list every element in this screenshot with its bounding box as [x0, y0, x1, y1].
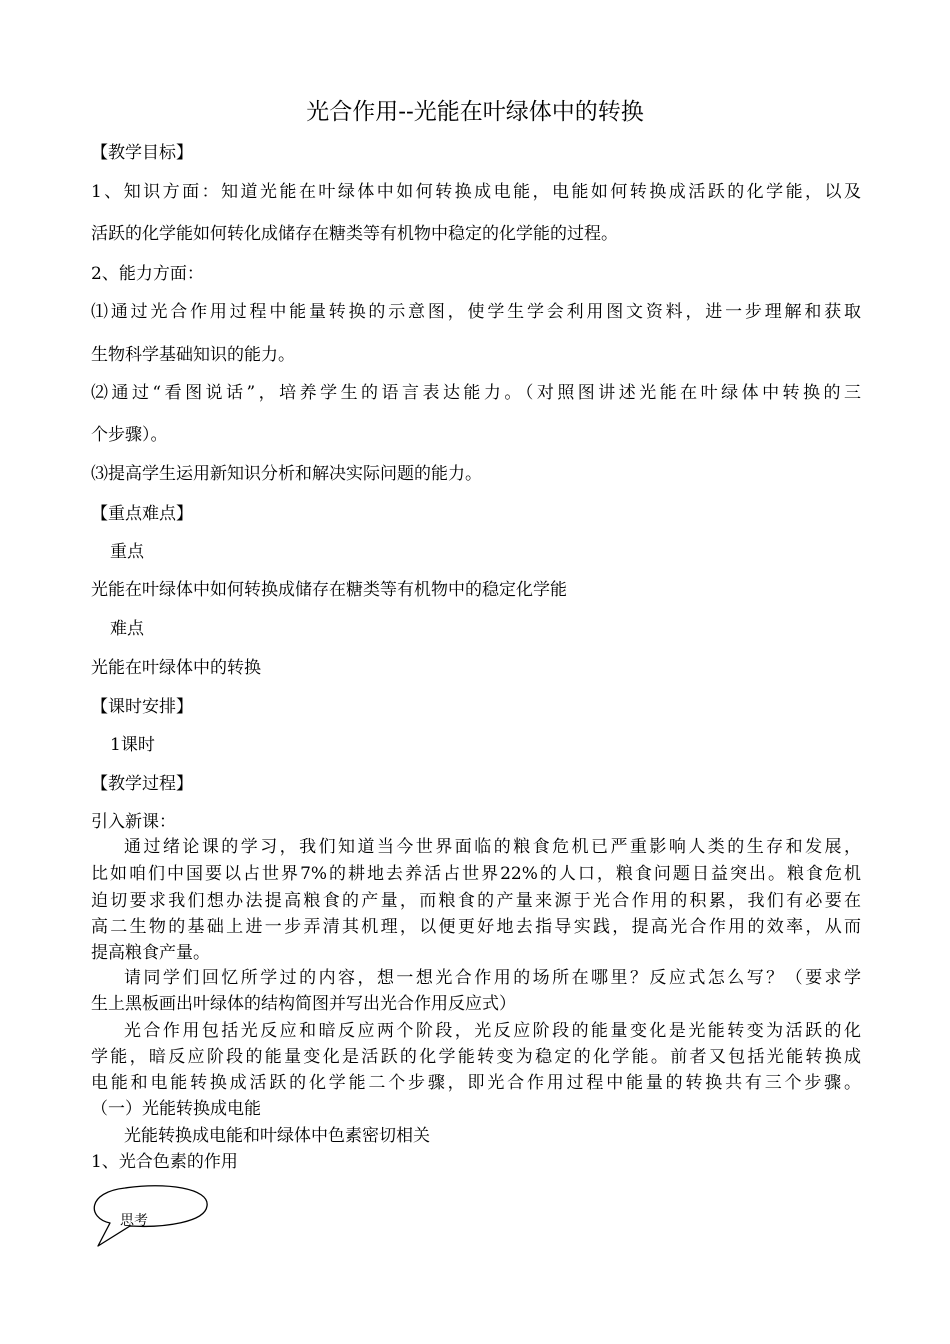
paragraph-1-line-1: 通过绪论课的学习，我们知道当今世界面临的粮食危机已严重影响人类的生存和发展，	[124, 837, 861, 857]
ability-1-line-2: 生物科学基础知识的能力。	[91, 345, 295, 365]
document-title: 光合作用--光能在叶绿体中的转换	[306, 99, 644, 125]
intro-label: 引入新课：	[91, 812, 176, 832]
section-1-heading: （一）光能转换成电能	[91, 1099, 261, 1119]
ability-1-line-1: ⑴通过光合作用过程中能量转换的示意图，使学生学会利用图文资料，进一步理解和获取	[91, 302, 861, 322]
ability-3: ⑶提高学生运用新知识分析和解决实际问题的能力。	[91, 464, 482, 484]
difficulty-label: 难点	[110, 619, 144, 639]
key-point-label: 重点	[110, 542, 144, 562]
key-points-heading: 【重点难点】	[91, 504, 193, 524]
ability-heading: 2、能力方面：	[91, 264, 204, 284]
paragraph-1-line-2: 比如咱们中国要以占世界7%的耕地去养活占世界22%的人口，粮食问题日益突出。粮食危机	[91, 864, 861, 884]
paragraph-2-line-2: 生上黑板画出叶绿体的结构简图并写出光合作用反应式）	[91, 994, 516, 1014]
paragraph-2-line-1: 请同学们回忆所学过的内容，想一想光合作用的场所在哪里？反应式怎么写？（要求学	[124, 968, 861, 988]
ability-2-line-2: 个步骤）。	[91, 425, 168, 445]
paragraph-3-line-1: 光合作用包括光反应和暗反应两个阶段，光反应阶段的能量变化是光能转变为活跃的化	[124, 1021, 861, 1041]
paragraph-3-line-2: 学能，暗反应阶段的能量变化是活跃的化学能转变为稳定的化学能。前者又包括光能转换成	[91, 1047, 861, 1067]
process-heading: 【教学过程】	[91, 774, 193, 794]
paragraph-1-line-4: 高二生物的基础上进一步弄清其机理，以便更好地去指导实践，提高光合作用的效率，从而	[91, 917, 861, 937]
knowledge-line-1: 1、知识方面：知道光能在叶绿体中如何转换成电能，电能如何转换成活跃的化学能，以及	[91, 182, 861, 202]
bubble-label: 思考	[120, 1213, 148, 1229]
paragraph-1-line-5: 提高粮食产量。	[91, 943, 210, 963]
schedule-text: 1课时	[110, 735, 155, 755]
thinking-bubble-icon	[85, 1182, 215, 1252]
objectives-heading: 【教学目标】	[91, 143, 193, 163]
knowledge-line-2: 活跃的化学能如何转化成储存在糖类等有机物中稳定的化学能的过程。	[91, 224, 618, 244]
paragraph-3-line-3: 电能和电能转换成活跃的化学能二个步骤，即光合作用过程中能量的转换共有三个步骤。	[91, 1073, 861, 1093]
section-1-text: 光能转换成电能和叶绿体中色素密切相关	[124, 1126, 430, 1146]
key-point-text: 光能在叶绿体中如何转换成储存在糖类等有机物中的稳定化学能	[91, 580, 567, 600]
paragraph-1-line-3: 迫切要求我们想办法提高粮食的产量，而粮食的产量来源于光合作用的积累，我们有必要在	[91, 891, 861, 911]
schedule-heading: 【课时安排】	[91, 697, 193, 717]
ability-2-line-1: ⑵通过“看图说话”，培养学生的语言表达能力。（对照图讲述光能在叶绿体中转换的三	[91, 383, 861, 403]
subsection-1-heading: 1、光合色素的作用	[91, 1152, 238, 1172]
difficulty-text: 光能在叶绿体中的转换	[91, 658, 261, 678]
